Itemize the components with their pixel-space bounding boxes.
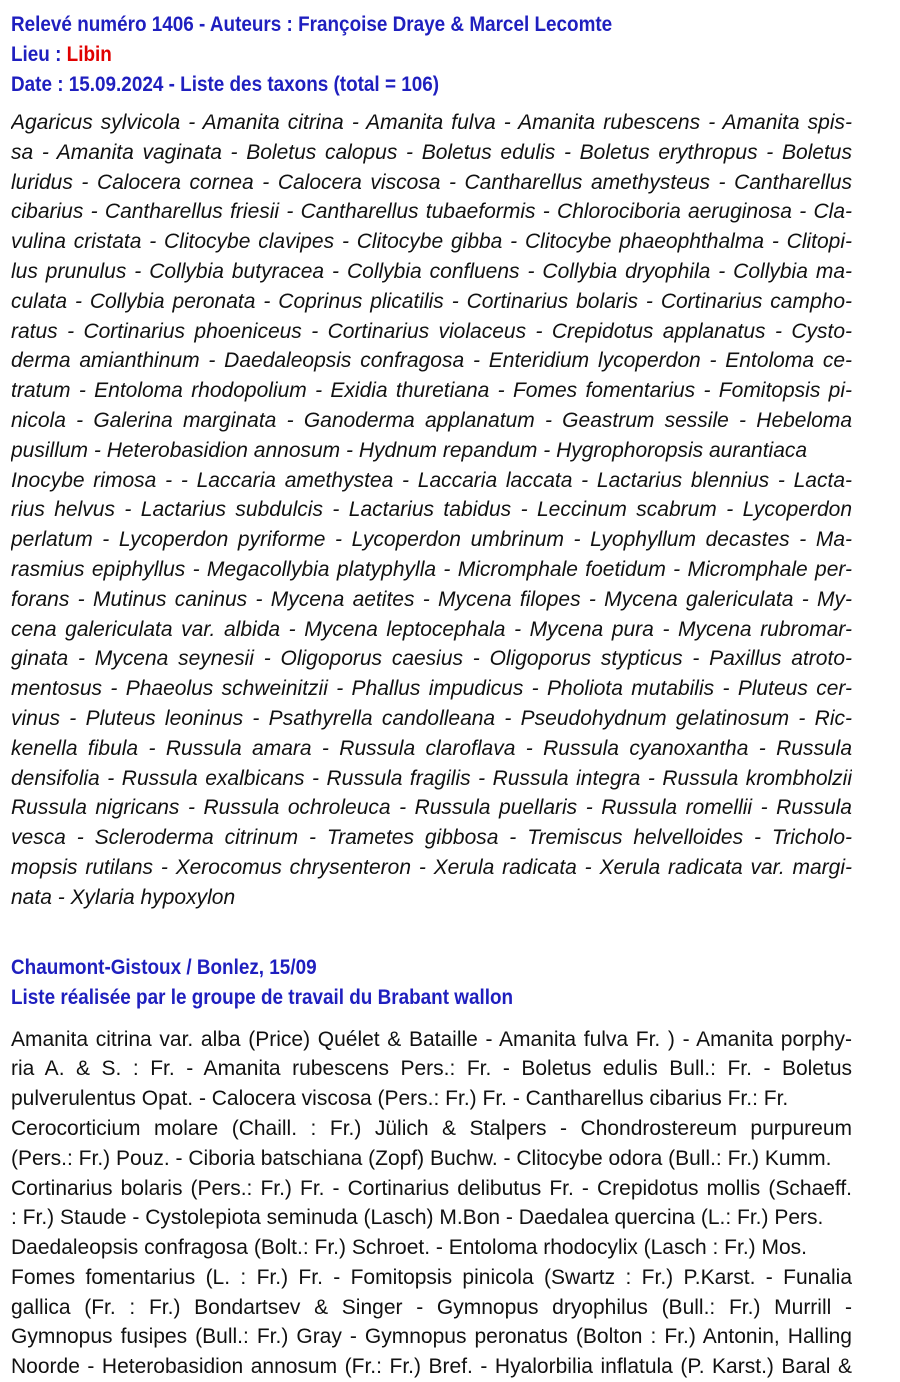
text-line: pusillum - Heterobasidion annosum - Hydnum repandum - Hygrophoropsis aurantiaca bbox=[11, 438, 808, 462]
text-line: (Pers.: Fr.) Pouz. - Ciboria batschiana (Zopf) Buchw. - Clitocybe odora (Bull.: Fr.) Kumm. bbox=[11, 1146, 832, 1170]
text-line: vulina cristata - Clitocybe clavipes - Clitocybe gibba - Clitocybe phaeophthalma - Clitopi- bbox=[11, 230, 852, 254]
date-line: Date : 15.09.2024 - Liste des taxons (total = 106) bbox=[11, 73, 440, 96]
text-line: Cortinarius bolaris (Pers.: Fr.) Fr. - Cortinarius delibutus Fr. - Crepidotus mollis (Schaeff. bbox=[11, 1176, 852, 1200]
text-line: cibarius - Cantharellus friesii - Cantharellus tubaeformis - Chlorociboria aeruginosa - Cla- bbox=[11, 200, 852, 224]
text-line: densifolia - Russula exalbicans - Russula fragilis - Russula integra - Russula krombholzii bbox=[11, 766, 852, 790]
text-line: Daedaleopsis confragosa (Bolt.: Fr.) Schroet. - Entoloma rhodocylix (Lasch : Fr.) Mos. bbox=[11, 1236, 807, 1260]
text-line: kenella fibula - Russula amara - Russula claroflava - Russula cyanoxantha - Russula bbox=[11, 736, 852, 760]
section-header-bonlez bbox=[11, 953, 768, 1013]
text-line: nata - Xylaria hypoxylon bbox=[11, 885, 236, 909]
text-line: nicola - Galerina marginata - Ganoderma applanatum - Geastrum sessile - Hebeloma bbox=[11, 408, 852, 432]
taxa-list-bonlez bbox=[11, 1025, 852, 1382]
taxa-list-libin bbox=[11, 108, 852, 913]
text-line: vinus - Pluteus leoninus - Psathyrella candolleana - Pseudohydnum gelatinosum - Ric- bbox=[11, 706, 852, 730]
text-line: vesca - Scleroderma citrinum - Trametes gibbosa - Tremiscus helvelloides - Tricholo- bbox=[11, 826, 852, 850]
section-title: Chaumont-Gistoux / Bonlez, 15/09 bbox=[11, 955, 317, 979]
text-line: lus prunulus - Collybia butyracea - Collybia confluens - Collybia dryophila - Collybia ma- bbox=[11, 259, 852, 283]
text-line: ginata - Mycena seynesii - Oligoporus caesius - Oligoporus stypticus - Paxillus atroto- bbox=[11, 647, 852, 671]
text-line: Amanita citrina var. alba (Price) Quélet & Bataille - Amanita fulva Fr. ) - Amanita porphy- bbox=[11, 1027, 852, 1051]
text-line: Gymnopus fusipes (Bull.: Fr.) Gray - Gymnopus peronatus (Bolton : Fr.) Antonin, Halling bbox=[11, 1325, 852, 1349]
text-line: ria A. & S. : Fr. - Amanita rubescens Pers.: Fr. - Boletus edulis Bull.: Fr. - Boletus bbox=[11, 1057, 852, 1081]
text-line: mopsis rutilans - Xerocomus chrysenteron - Xerula radicata - Xerula radicata var. margi- bbox=[11, 855, 852, 879]
text-line: rius helvus - Lactarius subdulcis - Lactarius tabidus - Leccinum scabrum - Lycoperdon bbox=[11, 498, 852, 522]
section-spacer bbox=[11, 913, 852, 953]
text-line: mentosus - Phaeolus schweinitzii - Phallus impudicus - Pholiota mutabilis - Pluteus cer- bbox=[11, 677, 852, 701]
text-line: : Fr.) Staude - Cystolepiota seminuda (Lasch) M.Bon - Daedalea quercina (L.: Fr.) Pers. bbox=[11, 1206, 824, 1230]
text-line: Agaricus sylvicola - Amanita citrina - Amanita fulva - Amanita rubescens - Amanita spis- bbox=[11, 111, 852, 134]
location-line bbox=[11, 40, 768, 70]
text-line: sa - Amanita vaginata - Boletus calopus - Boletus edulis - Boletus erythropus - Boletus bbox=[11, 140, 852, 164]
text-line: perlatum - Lycoperdon pyriforme - Lycoperdon umbrinum - Lyophyllum decastes - Ma- bbox=[11, 528, 852, 552]
text-line: Russula nigricans - Russula ochroleuca - Russula puellaris - Russula romellii - Russula bbox=[11, 796, 852, 820]
text-line: gallica (Fr. : Fr.) Bondartsev & Singer - Gymnopus dryophilus (Bull.: Fr.) Murrill - bbox=[11, 1295, 852, 1319]
location-value: Libin bbox=[66, 43, 112, 66]
text-line: culata - Collybia peronata - Coprinus plicatilis - Cortinarius bolaris - Cortinarius campho- bbox=[11, 289, 852, 313]
text-line: tratum - Entoloma rhodopolium - Exidia thuretiana - Fomes fomentarius - Fomitopsis pi- bbox=[11, 379, 852, 403]
text-line: ratus - Cortinarius phoeniceus - Cortinarius violaceus - Crepidotus applanatus - Cysto- bbox=[11, 319, 852, 343]
section-subtitle: Liste réalisée par le groupe de travail du Brabant wallon bbox=[11, 985, 514, 1009]
text-line: forans - Mutinus caninus - Mycena aetites - Mycena filopes - Mycena galericulata - My- bbox=[11, 587, 852, 611]
text-line: pulverulentus Opat. - Calocera viscosa (Pers.: Fr.) Fr. - Cantharellus cibarius Fr.: Fr. bbox=[11, 1087, 789, 1111]
text-line: luridus - Calocera cornea - Calocera viscosa - Cantharellus amethysteus - Cantharellus bbox=[11, 170, 852, 194]
text-line: Fomes fomentarius (L. : Fr.) Fr. - Fomitopsis pinicola (Swartz : Fr.) P.Karst. - Funalia bbox=[11, 1265, 852, 1289]
text-line: rasmius epiphyllus - Megacollybia platyphylla - Micromphale foetidum - Micromphale per- bbox=[11, 557, 852, 581]
report-title: Relevé numéro 1406 - Auteurs : Françoise Draye & Marcel Lecomte bbox=[11, 13, 613, 36]
report-header bbox=[11, 10, 768, 100]
text-line: Noorde - Heterobasidion annosum (Fr.: Fr.) Bref. - Hyalorbilia inflatula (P. Karst.) Baral & bbox=[11, 1355, 852, 1379]
text-line: cena galericulata var. albida - Mycena leptocephala - Mycena pura - Mycena rubromar- bbox=[11, 617, 852, 641]
location-label: Lieu : bbox=[11, 43, 67, 66]
text-line: derma amianthinum - Daedaleopsis confragosa - Enteridium lycoperdon - Entoloma ce- bbox=[11, 349, 852, 373]
text-line: Cerocorticium molare (Chaill. : Fr.) Jülich & Stalpers - Chondrostereum purpureum bbox=[11, 1116, 852, 1140]
text-line: Inocybe rimosa - - Laccaria amethystea - Laccaria laccata - Lactarius blennius - Lacta- bbox=[11, 468, 852, 492]
